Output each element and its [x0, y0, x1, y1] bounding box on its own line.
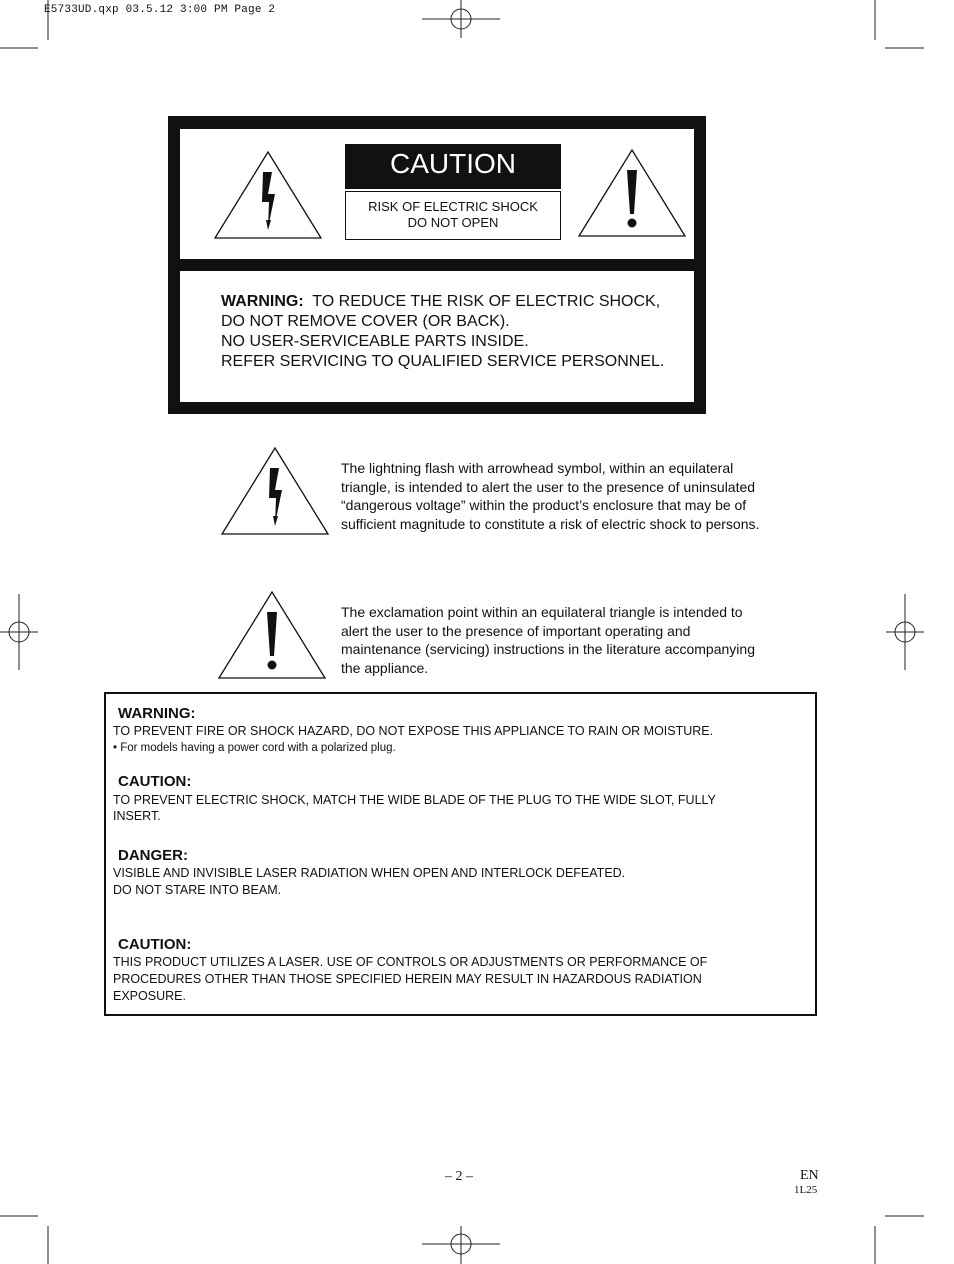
- label-warning-line-4: REFER SERVICING TO QUALIFIED SERVICE PERSONNEL.: [221, 353, 665, 370]
- laser-caution-text-line: THIS PRODUCT UTILIZES A LASER. USE OF CONTROLS OR ADJUSTMENTS OR PERFORMANCE OF: [113, 955, 708, 969]
- exclamation-triangle-icon: [216, 590, 328, 682]
- polarized-plug-note: • For models having a power cord with a polarized plug.: [113, 742, 396, 754]
- label-warning-head: WARNING:: [221, 293, 304, 310]
- caution-title: CAUTION: [345, 144, 561, 189]
- laser-caution-heading: CAUTION:: [118, 936, 192, 953]
- file-slug: E5733UD.qxp 03.5.12 3:00 PM Page 2: [44, 4, 276, 16]
- lightning-symbol-description: [341, 459, 811, 533]
- risk-line-2: DO NOT OPEN: [407, 215, 499, 230]
- warning-text: TO PREVENT FIRE OR SHOCK HAZARD, DO NOT EXPOSE THIS APPLIANCE TO RAIN OR MOISTURE.: [113, 724, 714, 738]
- laser-caution-text-line: PROCEDURES OTHER THAN THOSE SPECIFIED HEREIN MAY RESULT IN HAZARDOUS RADIATION: [113, 972, 702, 986]
- risk-box: [345, 191, 561, 240]
- description-line: The exclamation point within an equilateral triangle is intended to: [341, 604, 743, 620]
- danger-text-line: DO NOT STARE INTO BEAM.: [113, 883, 282, 897]
- lightning-triangle-icon: [212, 150, 324, 242]
- exclamation-triangle-icon: [576, 148, 688, 240]
- danger-text-line: VISIBLE AND INVISIBLE LASER RADIATION WHEN OPEN AND INTERLOCK DEFEATED.: [113, 866, 626, 880]
- caution-text-line: TO PREVENT ELECTRIC SHOCK, MATCH THE WIDE BLADE OF THE PLUG TO THE WIDE SLOT, FULLY: [113, 793, 716, 807]
- label-warning-line-2: DO NOT REMOVE COVER (OR BACK).: [221, 313, 510, 330]
- risk-line-1: RISK OF ELECTRIC SHOCK: [368, 199, 538, 214]
- warning-heading: WARNING:: [118, 705, 196, 722]
- description-line: the appliance.: [341, 659, 429, 676]
- description-line: The lightning flash with arrowhead symbol, within an equilateral: [341, 460, 734, 476]
- exclamation-symbol-description: [341, 603, 811, 677]
- lightning-triangle-icon: [219, 446, 331, 538]
- caution-text-line: INSERT.: [113, 809, 161, 823]
- model-code: 1L25: [794, 1184, 818, 1196]
- description-line: “dangerous voltage” within the product’s enclosure that may be of: [341, 497, 747, 513]
- description-line: alert the user to the presence of important operating and: [341, 622, 691, 639]
- danger-heading: DANGER:: [118, 847, 188, 864]
- description-line: triangle, is intended to alert the user to the presence of uninsulated: [341, 478, 756, 495]
- label-warning-line-3: NO USER-SERVICEABLE PARTS INSIDE.: [221, 333, 529, 350]
- description-line: maintenance (servicing) instructions in the literature accompanying: [341, 641, 755, 657]
- laser-caution-text-line: EXPOSURE.: [113, 989, 186, 1003]
- language-code: EN: [800, 1168, 819, 1183]
- label-warning-line-1: TO REDUCE THE RISK OF ELECTRIC SHOCK,: [312, 293, 661, 310]
- caution-heading: CAUTION:: [118, 773, 192, 790]
- label-warning-text: [221, 292, 691, 372]
- page-number: – 2 –: [445, 1169, 473, 1184]
- description-line: sufficient magnitude to constitute a risk of electric shock to persons.: [341, 515, 760, 532]
